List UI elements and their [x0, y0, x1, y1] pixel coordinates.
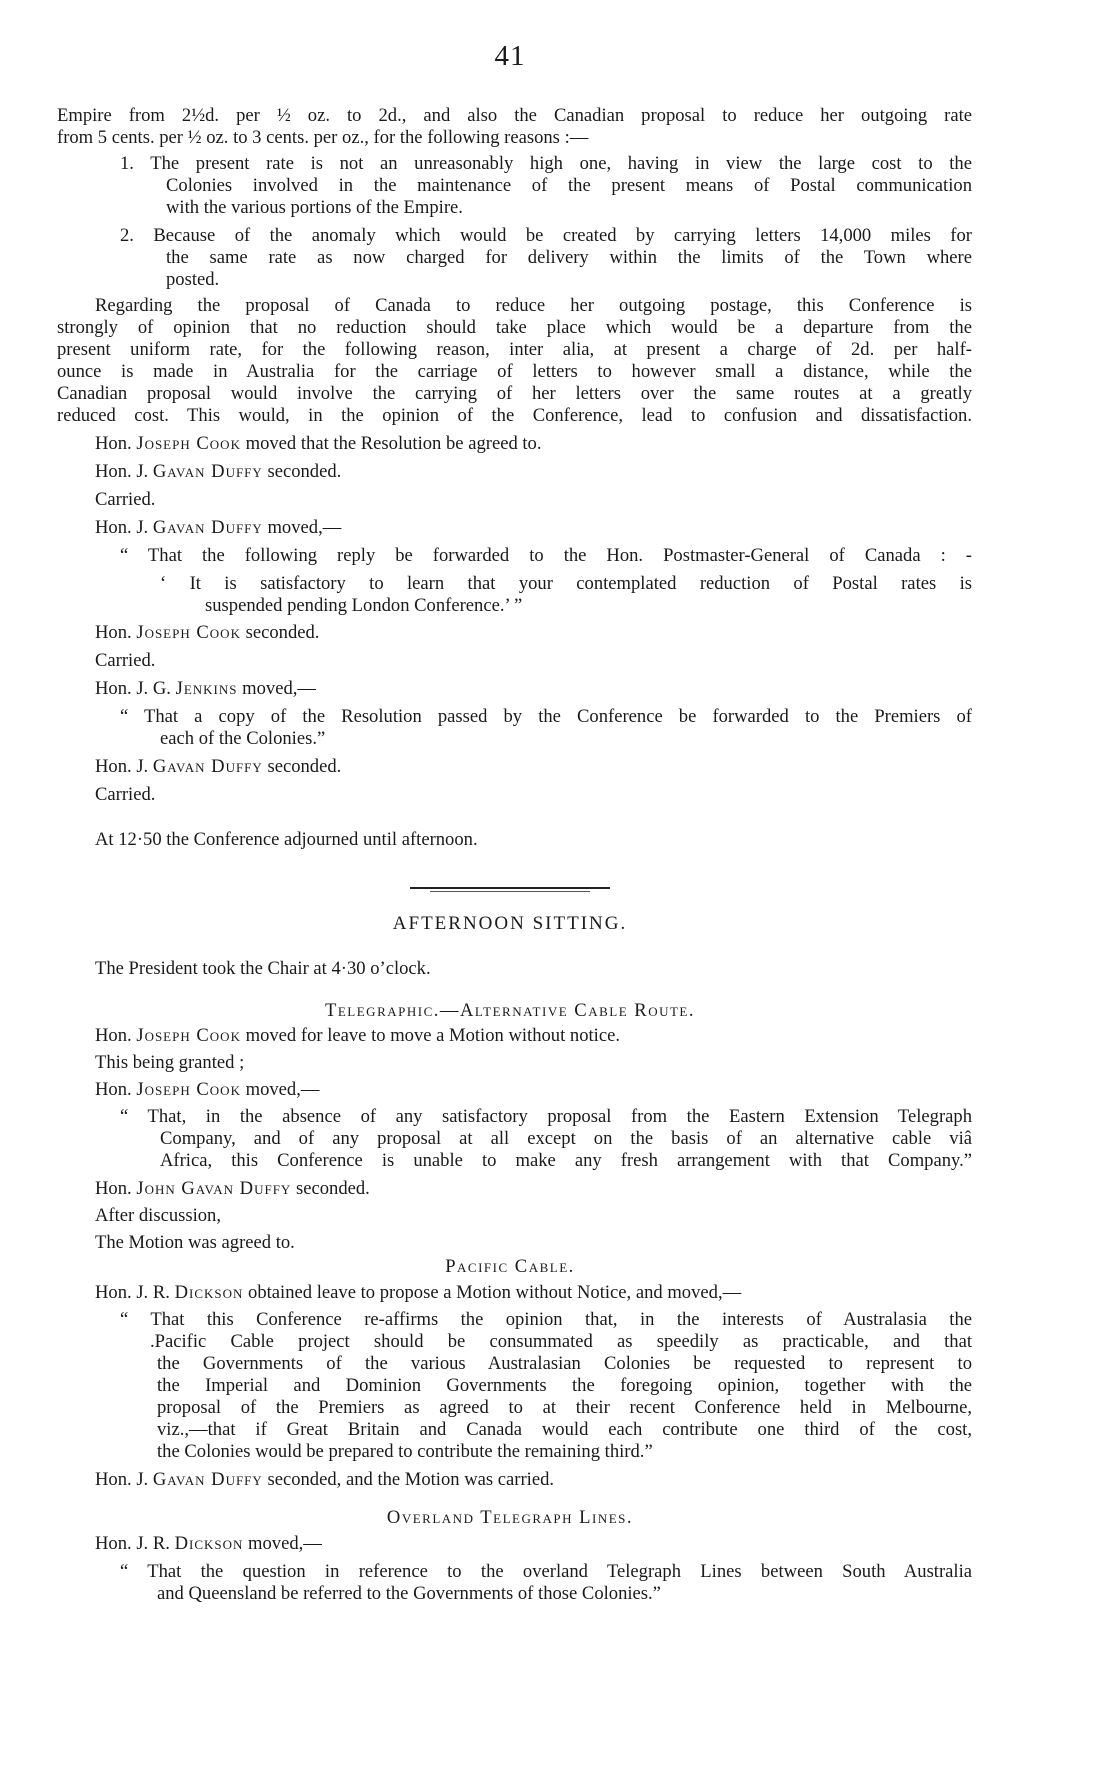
member-name: John Gavan Duffy [136, 1178, 292, 1199]
quote-line: “ That the following reply be forwarded to the Hon. Postmaster-General of Canada : - [120, 545, 972, 566]
quote-line: proposal of the Premiers as agreed to at their recent Conference held in Melbourne, [157, 1397, 972, 1418]
reason-line: Colonies involved in the maintenance of the present means of Postal communication [166, 175, 972, 196]
member-name: Dickson [174, 1282, 244, 1303]
reason-line: the same rate as now charged for delivery within the limits of the Town where [166, 247, 972, 268]
quote-line: each of the Colonies.” [160, 728, 326, 749]
quote-line: ‘ It is satisfactory to learn that your contemplated reduction of Postal rates is [160, 573, 972, 594]
minute-entry: Hon. J. Gavan Duffy seconded, and the Motion was carried. [95, 1469, 555, 1490]
quote-line: Company, and of any proposal at all except on the basis of an alternative cable viâ [160, 1128, 972, 1149]
minute-entry: Hon. Joseph Cook moved for leave to move a Motion without notice. [95, 1025, 620, 1046]
text-line: Regarding the proposal of Canada to reduce her outgoing postage, this Conference is [95, 295, 972, 316]
section-divider [410, 887, 610, 889]
reason-line: 2. Because of the anomaly which would be created by carrying letters 14,000 miles for [120, 225, 972, 246]
member-name: Jenkins [175, 678, 238, 699]
reason-line: with the various portions of the Empire. [166, 197, 463, 218]
text-line: After discussion, [95, 1205, 222, 1226]
quote-line: .Pacific Cable project should be consummated as speedily as practicable, and that [150, 1331, 972, 1352]
minute-entry: Hon. J. R. Dickson obtained leave to propose a Motion without Notice, and moved,— [95, 1282, 742, 1303]
text-line: The President took the Chair at 4·30 o’clock. [95, 958, 431, 979]
member-name: Joseph Cook [136, 1025, 241, 1046]
quote-line: “ That, in the absence of any satisfactory proposal from the Eastern Extension Telegraph [120, 1106, 972, 1127]
quote-line: the Imperial and Dominion Governments the foregoing opinion, together with the [157, 1375, 972, 1396]
reason-line: 1. The present rate is not an unreasonably high one, having in view the large cost to the [120, 153, 972, 174]
reason-line: posted. [166, 269, 220, 290]
text-line: strongly of opinion that no reduction should take place which would be a departure from the [57, 317, 972, 338]
minute-entry: Hon. John Gavan Duffy seconded. [95, 1178, 370, 1199]
member-name: Joseph Cook [136, 433, 241, 454]
minute-entry: Hon. J. Gavan Duffy moved,— [95, 517, 342, 538]
page-number: 41 [494, 40, 526, 72]
adjournment-note: At 12·50 the Conference adjourned until afternoon. [95, 829, 478, 850]
subsection-heading: Overland Telegraph Lines. [386, 1507, 634, 1528]
minute-entry: Hon. Joseph Cook moved that the Resolution be agreed to. [95, 433, 542, 454]
section-divider [430, 891, 590, 892]
quote-line: the Governments of the various Australasian Colonies be requested to represent to [157, 1353, 972, 1374]
quote-line: “ That this Conference re-affirms the opinion that, in the interests of Australasia the [120, 1309, 972, 1330]
quote-line: “ That a copy of the Resolution passed by the Conference be forwarded to the Premiers of [120, 706, 972, 727]
text-line: reduced cost. This would, in the opinion of the Conference, lead to confusion and dissatisfaction. [57, 405, 972, 426]
member-name: Gavan Duffy [152, 517, 263, 538]
text-line: The Motion was agreed to. [95, 1232, 295, 1253]
section-heading: AFTERNOON SITTING. [392, 913, 628, 934]
member-name: Joseph Cook [136, 1079, 241, 1100]
member-name: Dickson [174, 1533, 244, 1554]
member-name: Joseph Cook [136, 622, 241, 643]
quote-line: and Queensland be referred to the Governments of those Colonies.” [157, 1583, 661, 1604]
quote-line: viz.,—that if Great Britain and Canada would each contribute one third of the cost, [157, 1419, 972, 1440]
carried-note: Carried. [95, 784, 156, 805]
minute-entry: Hon. J. Gavan Duffy seconded. [95, 756, 342, 777]
minute-entry: Hon. Joseph Cook seconded. [95, 622, 320, 643]
text-line: ounce is made in Australia for the carriage of letters to however small a distance, while the [57, 361, 972, 382]
quote-line: “ That the question in reference to the overland Telegraph Lines between South Australia [120, 1561, 972, 1582]
minute-entry: Hon. Joseph Cook moved,— [95, 1079, 320, 1100]
text-line: from 5 cents. per ½ oz. to 3 cents. per oz., for the following reasons :— [57, 127, 589, 148]
text-line: This being granted ; [95, 1052, 245, 1073]
subsection-heading: Pacific Cable. [445, 1256, 575, 1277]
quote-line: Africa, this Conference is unable to make any fresh arrangement with that Company.” [160, 1150, 972, 1171]
carried-note: Carried. [95, 650, 156, 671]
text-line: Canadian proposal would involve the carrying of her letters over the same routes at a greatly [57, 383, 972, 404]
minute-entry: Hon. J. R. Dickson moved,— [95, 1533, 322, 1554]
quote-line: the Colonies would be prepared to contribute the remaining third.” [157, 1441, 653, 1462]
minute-entry: Hon. J. G. Jenkins moved,— [95, 678, 317, 699]
subsection-heading: Telegraphic.—Alternative Cable Route. [325, 1000, 695, 1021]
minute-entry: Hon. J. Gavan Duffy seconded. [95, 461, 342, 482]
member-name: Gavan Duffy [152, 1469, 263, 1490]
quote-line: suspended pending London Conference.’ ” [205, 595, 523, 616]
member-name: Gavan Duffy [152, 461, 263, 482]
carried-note: Carried. [95, 489, 156, 510]
member-name: Gavan Duffy [152, 756, 263, 777]
text-line: Empire from 2½d. per ½ oz. to 2d., and also the Canadian proposal to reduce her outgoing rate [57, 105, 972, 126]
text-line: present uniform rate, for the following reason, inter alia, at present a charge of 2d. per half- [57, 339, 972, 360]
